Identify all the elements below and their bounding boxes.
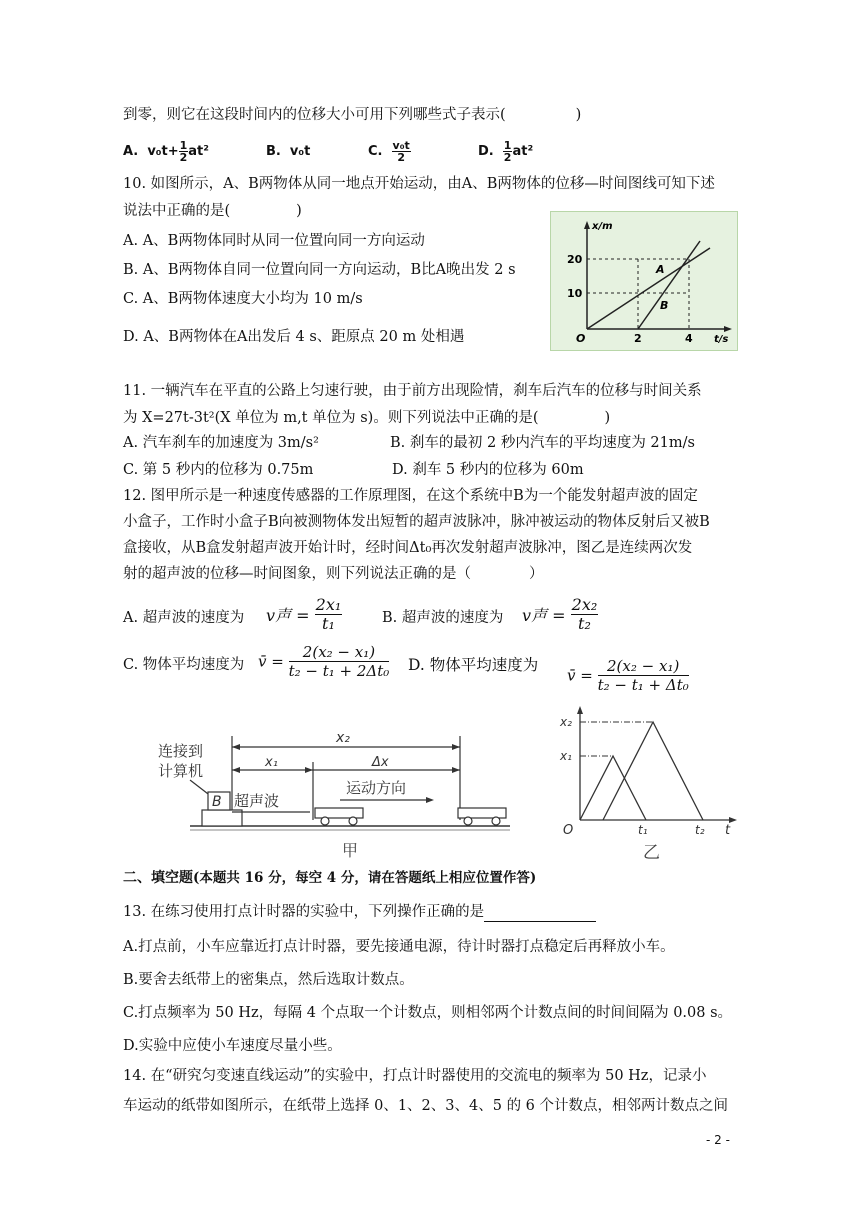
q12-stem-line4 [123,564,544,584]
jia-dx-arrow-right [452,767,460,773]
q12-c-num: 2(x₂ − x₁) [289,643,390,662]
q12-b-num: 2x₂ [571,595,598,614]
jia-car-1-wheel-2 [349,817,357,825]
section2-note: (本题共 16 分，每空 4 分，请在答题纸上相应位置作答) [193,870,537,886]
q12-option-d-formula [567,657,689,694]
q10-y-tick-20: 20 [567,253,583,266]
q14-stem-line2: 车运动的纸带如图所示，在纸带上选择 0、1、2、3、4、5 的 6 个计数点，相邻两计数点之间 [123,1098,729,1114]
q9-option-a-frac [179,140,189,163]
q13-stem: 13. 在练习使用打点计时器的实验中，下列操作正确的是 [123,904,485,920]
q9-option-a-label: A. [123,144,139,159]
yi-y-tick-x2: x₂ [560,715,572,729]
q12-c-den: t₂ − t₁ + 2Δt₀ [288,662,390,680]
jia-x2-arrow-left [232,744,240,750]
yi-x-axis-end: t [725,823,731,838]
q13-option-d: D.实验中应使小车速度尽量小些。 [123,1038,342,1054]
jia-car-1-wheel-1 [321,817,329,825]
q11-stem-text: 为 X=27t-3t²(X 单位为 m,t 单位为 s)。则下列说法中正确的是( [123,410,539,426]
q9-option-b [266,136,310,168]
yi-pulse-1 [580,756,646,820]
q12-option-b-text: B. 超声波的速度为 [382,610,504,626]
q12-option-b-formula [522,596,598,633]
q12-d-den: t₂ − t₁ + Δt₀ [597,676,689,694]
q10-origin: O [576,332,586,345]
jia-x2-arrow-right [452,744,460,750]
q12-b-frac [571,596,599,633]
q12-d-lhs: v̄ = [567,666,593,685]
yi-x-axis-arrow [729,817,737,823]
q10-option-a: A. A、B两物体同时从同一位置向同一方向运动 [123,233,425,249]
q13-stem-line [123,902,596,922]
jia-dx-label: Δx [372,755,389,770]
q12-stem-line1: 12. 图甲所示是一种速度传感器的工作原理图，在这个系统中B为一个能发射超声波的固定 [123,488,698,504]
q12-c-frac [289,643,390,680]
q12-figure-jia [150,722,530,862]
yi-x-tick-t2: t₂ [695,823,705,837]
q9-option-a [123,136,209,168]
q12-a-den: t₁ [322,614,335,633]
q9-option-c-label: C. [368,144,383,159]
jia-car-1 [315,808,363,818]
jia-car-2 [458,808,506,818]
q10-option-c: C. A、B两物体速度大小均为 10 m/s [123,291,363,307]
jia-x1-arrow-left [232,767,240,773]
yi-x-tick-t1: t₁ [638,823,648,837]
jia-motion-arrowhead [426,797,434,803]
yi-y-axis-arrow [577,706,583,714]
q10-label-a: A [656,263,665,276]
q12-option-a-formula [266,596,342,633]
q9-d-num: 1 [503,139,512,152]
jia-car-2-wheel-2 [492,817,500,825]
jia-motion-label: 运动方向 [346,779,407,797]
q10-x-label: t/s [714,334,729,345]
q10-option-b: B. A、B两物体自同一位置向同一方向运动，B比A晚出发 2 s [123,262,516,278]
section2-heading: 二、填空题 [123,870,193,886]
q9-stem-tail [123,105,581,125]
yi-caption: 乙 [643,843,660,863]
q10-y-tick-10: 10 [567,287,583,300]
q10-label-b: B [660,299,669,312]
q13-option-b: B.要舍去纸带上的密集点，然后选取计数点。 [123,972,414,988]
q13-answer-blank [484,905,596,922]
q12-a-frac [315,596,343,633]
jia-x1-label: x₁ [265,755,278,770]
q11-stem-line1: 11. 一辆汽车在平直的公路上匀速行驶，由于前方出现险情，刹车后汽车的位移与时间关系 [123,383,702,399]
q12-figure-jia-svg [150,722,530,862]
jia-x1-arrow-right [305,767,313,773]
q12-option-c-formula [258,643,389,680]
q12-option-a-text: A. 超声波的速度为 [123,610,245,626]
yi-origin: O [563,823,574,838]
q9-option-b-label: B. [266,144,281,159]
q10-xt-graph-svg [550,211,738,351]
q10-x-tick-4: 4 [685,332,693,345]
q9-paren-close: ) [575,107,582,123]
q12-a-lhs: v声 = [266,606,310,625]
q12-stem-text: 射的超声波的位移—时间图象，则下列说法正确的是（ [123,566,471,582]
section2-heading-line [123,868,536,888]
q10-x-tick-2: 2 [634,332,642,345]
q9-option-a-tail: at² [188,144,209,159]
q14-stem-line1: 14. 在“研究匀变速直线运动”的实验中，打点计时器使用的交流电的频率为 50 Hz，记录小 [123,1068,707,1084]
q9-option-c [368,136,411,168]
q11-option-d: D. 刹车 5 秒内的位移为 60m [392,462,584,478]
q11-option-a: A. 汽车刹车的加速度为 3m/s² [123,435,319,451]
q9-c-num: v₀t [392,139,410,152]
q9-d-den: 2 [503,151,512,164]
q10-xt-graph [550,211,738,351]
jia-car-2-wheel-1 [464,817,472,825]
q9-option-d-label: D. [478,144,494,159]
q9-c-den: 2 [397,151,405,164]
q12-c-lhs: v̄ = [258,652,284,671]
q9-option-a-text: v₀t+ [147,144,179,159]
q9-a-den: 2 [179,151,188,164]
q12-figure-yi-svg [555,700,745,865]
q10-stem-line1: 10. 如图所示，A、B两物体从同一地点开始运动，由A、B两物体的位移—时间图线可知下述 [123,176,715,192]
q9-option-d [478,136,533,168]
q10-graph-background [550,211,738,351]
q11-option-c: C. 第 5 秒内的位移为 0.75m [123,462,314,478]
q12-stem-line2: 小盒子，工作时小盒子B向被测物体发出短暂的超声波脉冲，脉冲被运动的物体反射后又被B [123,514,710,530]
q12-b-den: t₂ [578,614,591,633]
jia-wave-label: 超声波 [234,792,280,810]
q10-y-label: x/m [592,221,613,232]
yi-pulse-2 [603,722,703,820]
q10-paren-close: ) [296,203,302,219]
jia-x2-label: x₂ [336,730,350,746]
q12-b-lhs: v声 = [522,606,566,625]
q9-option-c-frac [392,140,411,163]
jia-connect-label-2: 计算机 [158,762,204,780]
yi-y-tick-x1: x₁ [560,749,572,763]
q10-stem-text: 说法中正确的是( [123,203,231,219]
jia-caption: 甲 [342,841,359,860]
q11-option-b: B. 刹车的最初 2 秒内汽车的平均速度为 21m/s [390,435,695,451]
jia-box-b-label: B [212,794,222,810]
q11-paren-close: ) [604,410,611,426]
q12-a-num: 2x₁ [315,595,342,614]
q12-d-frac [598,657,689,694]
q9-stem-text: 到零，则它在这段时间内的位移大小可用下列哪些式子表示( [123,107,506,123]
q9-option-d-tail: at² [512,144,534,159]
q12-stem-line3: 盒接收，从B盒发射超声波开始计时，经时间Δt₀再次发射超声波脉冲，图乙是连续两次发 [123,540,693,556]
q13-option-c: C.打点频率为 50 Hz，每隔 4 个点取一个计数点，则相邻两个计数点间的时间间隔为 0.08 s。 [123,1005,733,1021]
q12-paren-close: ） [529,566,544,582]
q9-option-d-frac [503,140,513,163]
q11-stem-line2 [123,408,610,428]
q12-figure-yi [555,700,745,865]
q12-option-c-text: C. 物体平均速度为 [123,657,245,673]
q12-d-num: 2(x₂ − x₁) [598,657,689,676]
jia-connect-label-1: 连接到 [158,742,204,760]
page-number: - 2 - [706,1133,730,1147]
q13-option-a: A.打点前，小车应靠近打点计时器，要先接通电源，待计时器打点稳定后再释放小车。 [123,939,675,955]
q10-option-d: D. A、B两物体在A出发后 4 s、距原点 20 m 处相遇 [123,329,465,345]
q10-stem-line2 [123,201,302,221]
q9-option-b-text: v₀t [289,144,311,159]
q12-option-d-text: D. 物体平均速度为 [408,656,539,674]
q9-a-num: 1 [179,139,188,152]
